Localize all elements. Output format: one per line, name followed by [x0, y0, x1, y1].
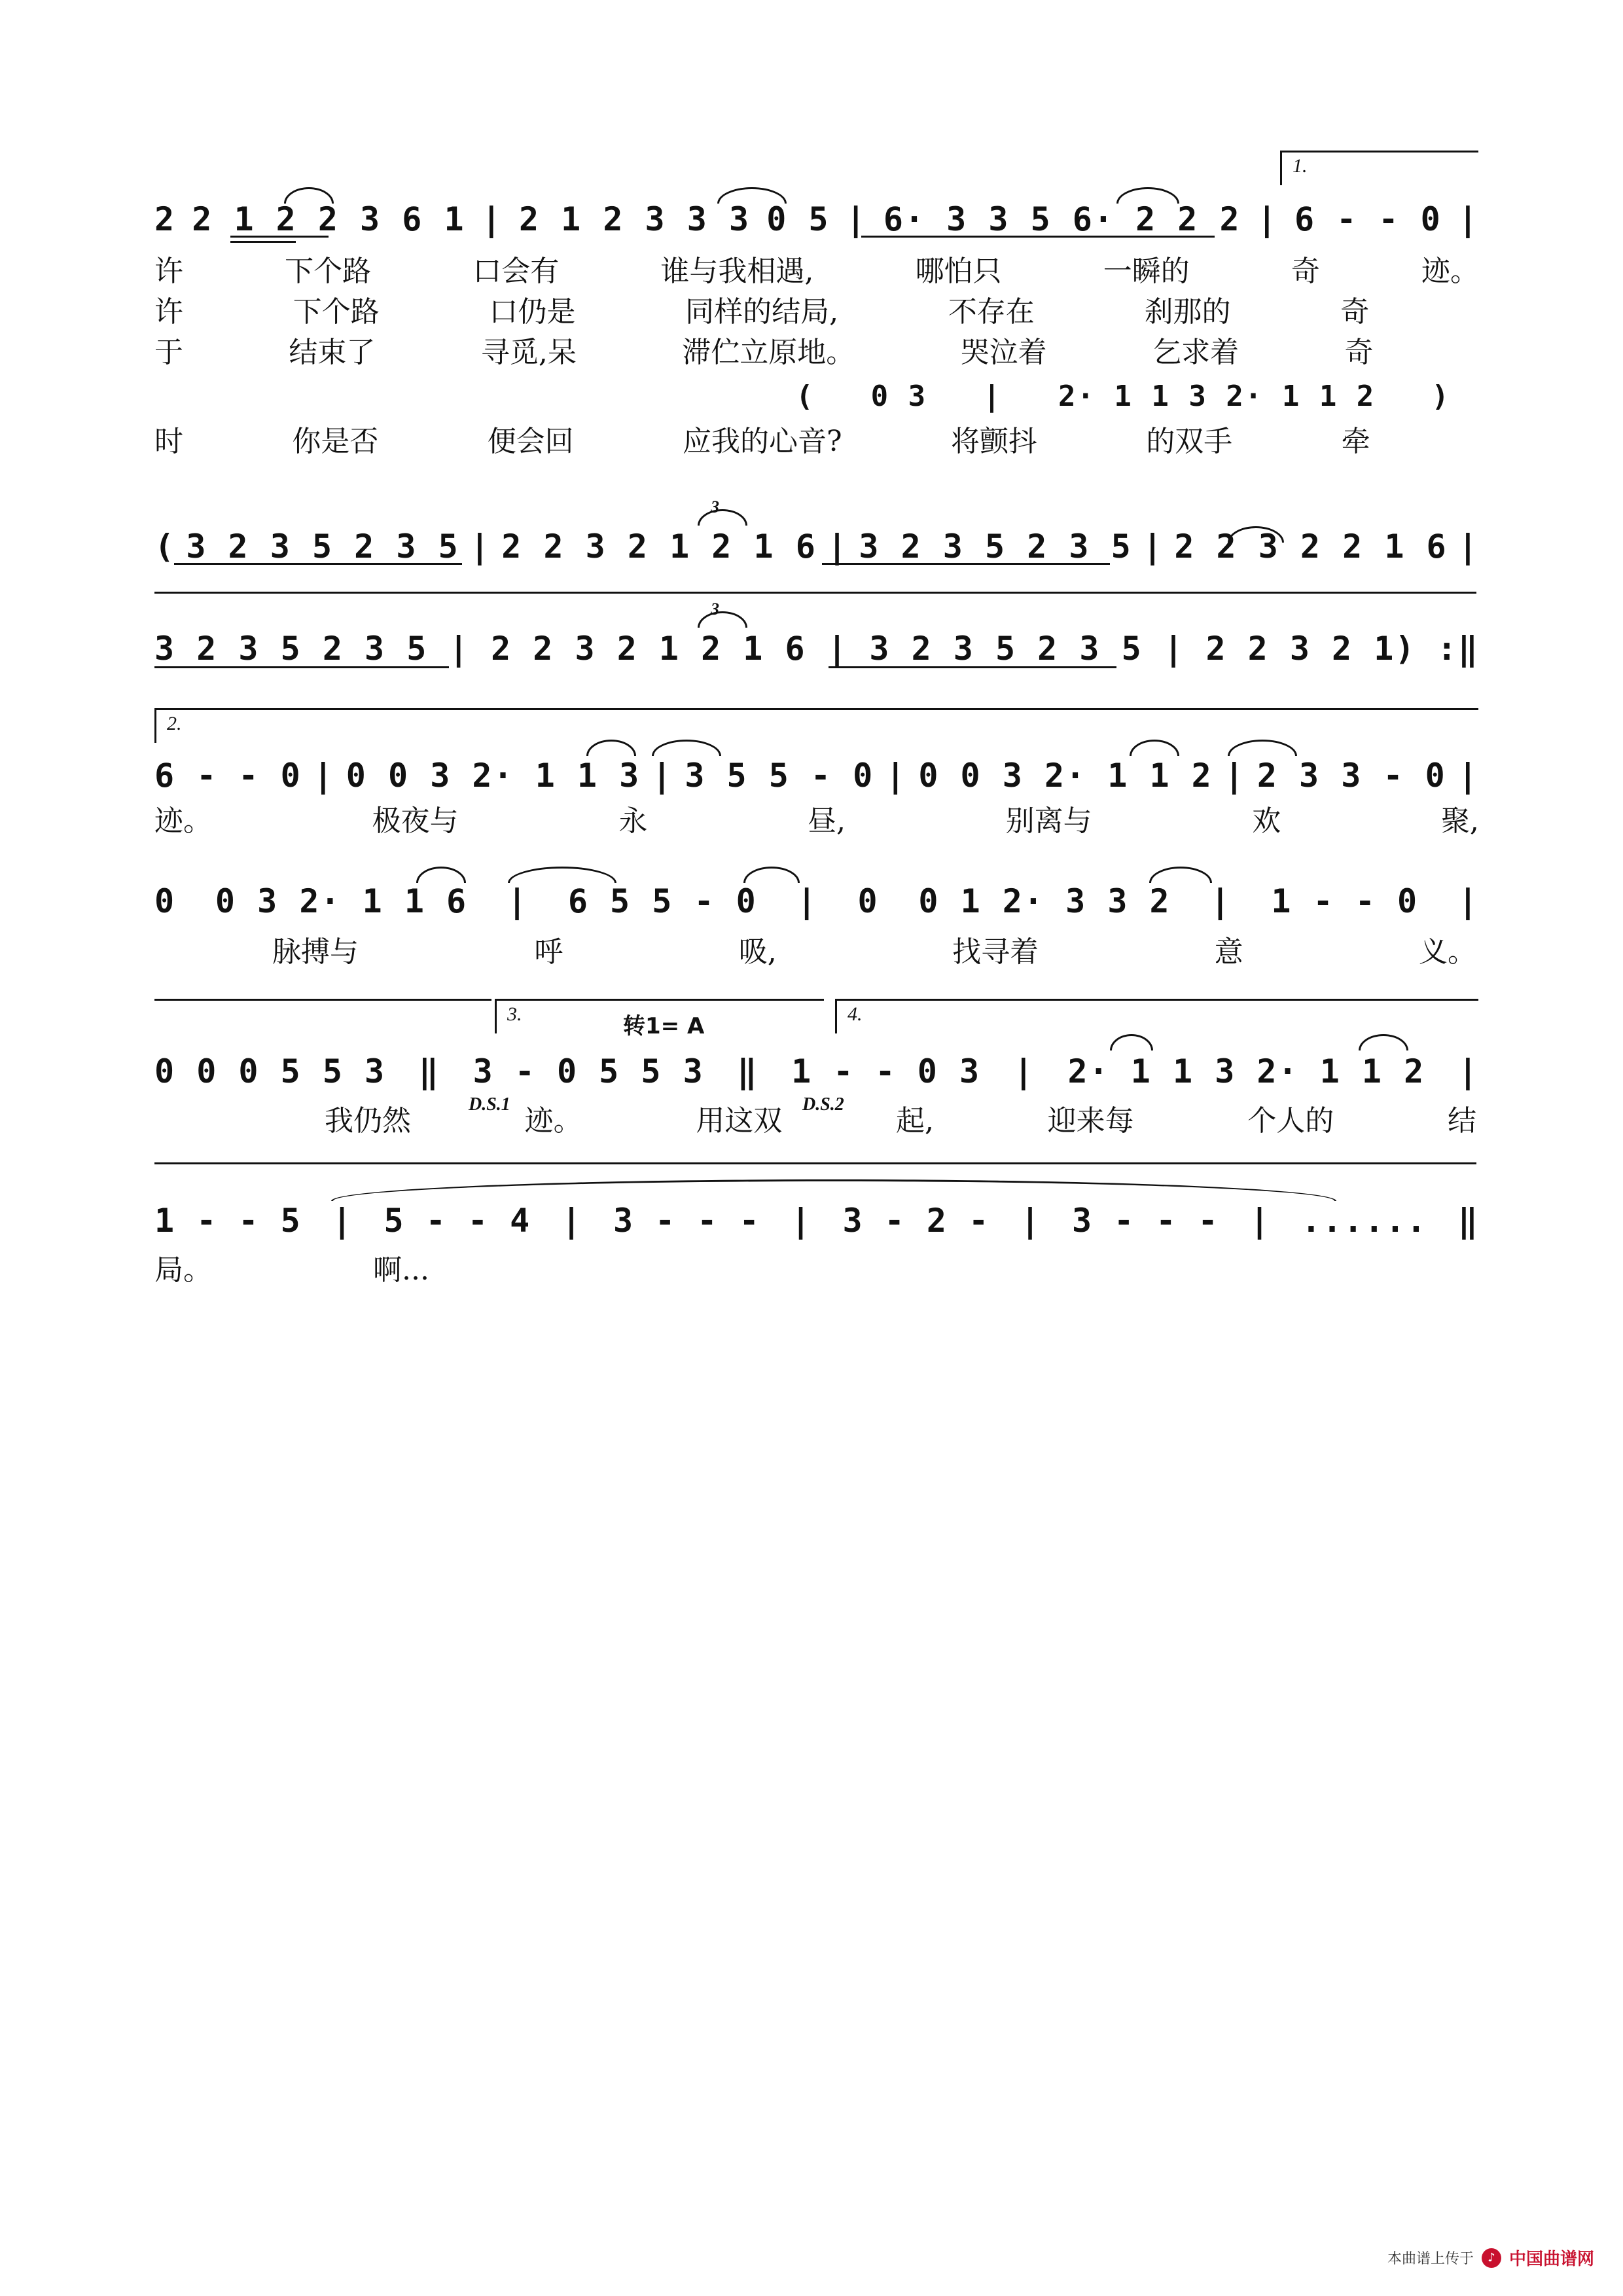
- lyric: 哪怕只: [915, 255, 1002, 288]
- note-group: 1 - - 5: [154, 1202, 302, 1240]
- lyric: 将颤抖: [950, 425, 1037, 458]
- barline: |: [652, 757, 673, 795]
- note-group: 0 0 3 2· 1 1 3: [346, 757, 641, 795]
- repeat-line: [154, 592, 1476, 594]
- lyric-line-3: [154, 330, 1479, 369]
- note-group: 6 - - 0: [154, 757, 302, 795]
- barline: |: [1210, 882, 1232, 920]
- lyric: 口会有: [473, 255, 560, 288]
- note-group: 2 2 3 2 1): [1205, 630, 1416, 668]
- barline: |: [507, 882, 529, 920]
- volta-label: 2.: [167, 713, 182, 734]
- barline: |: [562, 1202, 583, 1240]
- barline: |: [448, 630, 470, 668]
- lyric-line-1: [154, 249, 1479, 288]
- lyric: 刹那的: [1144, 295, 1231, 329]
- ds1-marking: D.S.1: [469, 1094, 510, 1115]
- note-group: 2 2 3 2 2 1 6: [1174, 528, 1448, 565]
- note-group: 2 1 2 2 3 6 1: [192, 200, 465, 238]
- ds2-marking: D.S.2: [802, 1094, 844, 1115]
- lyric: 极夜与: [372, 804, 459, 838]
- lyric: 同样的结局,: [685, 295, 839, 329]
- lyric: 下个路: [285, 255, 372, 288]
- note-group: 6 5 5 - 0: [567, 882, 757, 920]
- lyric: 牵: [1341, 425, 1370, 458]
- note-group: 3 - 0 5 5 3: [473, 1052, 704, 1090]
- note-group: 5 - - 4: [383, 1202, 531, 1240]
- note-group: 3 - - -: [1071, 1202, 1219, 1240]
- barline: |: [885, 757, 907, 795]
- watermark-site: 中国曲谱网: [1508, 2250, 1594, 2269]
- notation-line: [154, 626, 1479, 672]
- notation-line: [154, 196, 1479, 242]
- volta-bracket-4: [835, 999, 1478, 1033]
- barline: |: [469, 528, 491, 565]
- final-barline: ‖: [1457, 1202, 1479, 1240]
- note-group: 0 3 2· 1 1 6: [215, 882, 468, 920]
- note-group: 3 - 2 -: [842, 1202, 990, 1240]
- note-group: 0 0 3 2· 1 1 2: [918, 757, 1213, 795]
- system-1: [154, 151, 1479, 465]
- barline: |: [1457, 200, 1479, 238]
- barline: |: [846, 200, 867, 238]
- note-group: 2 2 3 2 1 2 1 6: [501, 528, 817, 565]
- lyric: 奇: [1344, 336, 1374, 369]
- lyric: 便会回: [487, 425, 574, 458]
- lyric: 乞求着: [1152, 336, 1240, 369]
- barline: |: [1457, 1052, 1479, 1090]
- watermark-text: 本曲谱上传于: [1387, 2251, 1474, 2267]
- site-logo-icon: ♪: [1482, 2248, 1501, 2268]
- barline: |: [313, 757, 334, 795]
- lyric: 奇: [1340, 295, 1370, 329]
- barline: |: [796, 882, 818, 920]
- system-6: [154, 988, 1479, 1138]
- barline: |: [983, 379, 1002, 413]
- barline: |: [1457, 528, 1479, 565]
- lyric: 迹。: [524, 1104, 582, 1138]
- note-group: 0 1 2· 3 3 2: [918, 882, 1171, 920]
- paren: ): [1431, 379, 1450, 413]
- double-barline: ‖: [418, 1052, 440, 1090]
- lyric: 时: [154, 425, 183, 458]
- note-group: 3 5 5 - 0: [685, 757, 874, 795]
- barline: |: [1457, 882, 1479, 920]
- lyric: 我仍然: [325, 1104, 411, 1138]
- barline: |: [827, 528, 849, 565]
- barline: |: [791, 1202, 812, 1240]
- lyric: 找寻着: [952, 935, 1039, 969]
- lyric: 吸,: [738, 935, 777, 969]
- lyric: 不存在: [948, 295, 1035, 329]
- note-group: 2 1 2 3 3 3: [518, 200, 751, 238]
- lyric: 的双手: [1146, 425, 1233, 458]
- lyric-line-4: [154, 419, 1479, 458]
- interlude-notation: [796, 373, 1450, 419]
- note-group: 2 2 3 2 1 2 1 6: [491, 630, 806, 668]
- note-group: 2 3 3 - 0: [1257, 757, 1446, 795]
- lyric: 滞伫立原地。: [682, 336, 855, 369]
- barline: |: [827, 630, 849, 668]
- lyric: 于: [154, 336, 183, 369]
- barline: |: [332, 1202, 353, 1240]
- system-5: [154, 857, 1479, 975]
- lyric: 脉搏与: [272, 935, 359, 969]
- lyric: 迹。: [154, 804, 212, 838]
- lyric: 个人的: [1247, 1104, 1334, 1138]
- barline: |: [481, 200, 503, 238]
- lyric: 结束了: [289, 336, 376, 369]
- barline: |: [1257, 200, 1278, 238]
- site-watermark: [1387, 2246, 1594, 2270]
- repeat-barline: :‖: [1436, 630, 1479, 668]
- lyric: 许: [154, 295, 183, 329]
- tuplet-mark: 3: [711, 497, 719, 516]
- lyric-line-2: [154, 289, 1479, 329]
- lyric: 聚,: [1440, 804, 1479, 838]
- top-line: [154, 1162, 1476, 1164]
- note-group: 6 - - 0: [1294, 200, 1442, 238]
- continuation: ......: [1301, 1202, 1428, 1240]
- lyric: 应我的心音?: [683, 425, 842, 458]
- note-group: 6· 3 3 5 6· 2 2 2: [883, 200, 1241, 238]
- note-group: 0: [154, 882, 176, 920]
- lyric: 用这双: [696, 1104, 783, 1138]
- note-group: 2· 1 1 3 2· 1 1 2: [1067, 1052, 1425, 1090]
- paren: (: [796, 379, 815, 413]
- barline: |: [1013, 1052, 1035, 1090]
- barline: |: [1142, 528, 1164, 565]
- note-group: 1 - - 0 3: [791, 1052, 981, 1090]
- lyric: 你是否: [292, 425, 379, 458]
- lyric: 奇: [1291, 255, 1320, 288]
- note-group: 3 2 3 5 2 3 5: [869, 630, 1143, 668]
- note-group: 0 5: [766, 200, 830, 238]
- lyric: 一瞬的: [1103, 255, 1190, 288]
- notation-line: [154, 753, 1479, 798]
- note-group: 3 - - -: [613, 1202, 760, 1240]
- paren: (: [154, 528, 176, 565]
- note-group: 2· 1 1 3 2· 1 1 2: [1058, 379, 1376, 413]
- lyric: 结: [1447, 1104, 1476, 1138]
- lyric: 下个路: [293, 295, 380, 329]
- note-group: 3 2 3 5 2 3 5: [186, 528, 459, 565]
- lyric: 欢: [1252, 804, 1281, 838]
- double-barline: ‖: [737, 1052, 758, 1090]
- notation-line: [154, 878, 1479, 924]
- notation-line: [154, 1198, 1479, 1244]
- note-group: 1 - - 0: [1271, 882, 1419, 920]
- system-2: [154, 497, 1479, 569]
- volta-label: 4.: [847, 1003, 863, 1025]
- note-group: 2: [154, 200, 176, 238]
- lyric-line: [325, 1098, 1476, 1138]
- lyric: 意: [1214, 935, 1243, 969]
- volta-bracket-1: [1280, 151, 1478, 185]
- lyric-line: [154, 798, 1479, 838]
- lyric: 许: [154, 255, 183, 288]
- lyric: 义。: [1418, 935, 1476, 969]
- lyric: 寻觅,呆: [480, 336, 577, 369]
- top-line: [154, 999, 491, 1001]
- barline: |: [1457, 757, 1479, 795]
- note-group: 0 0 0 5 5 3: [154, 1052, 386, 1090]
- system-3: [154, 576, 1479, 681]
- volta-bracket-2: [154, 708, 1478, 743]
- lyric-line: [154, 1247, 429, 1287]
- volta-label: 1.: [1293, 155, 1308, 177]
- barline: |: [1224, 757, 1245, 795]
- note-group: 3 2 3 5 2 3 5: [859, 528, 1132, 565]
- lyric-line: [272, 929, 1476, 969]
- barline: |: [1164, 630, 1185, 668]
- lyric: 哭泣着: [960, 336, 1047, 369]
- system-7: [154, 1152, 1479, 1287]
- lyric: 谁与我相遇,: [660, 255, 814, 288]
- system-4: [154, 700, 1479, 838]
- lyric: 迹。: [1421, 255, 1479, 288]
- tuplet-mark: 3: [711, 600, 719, 619]
- volta-label: 3.: [507, 1003, 522, 1025]
- key-change: 转1= A: [623, 1013, 705, 1039]
- note-group: 0: [857, 882, 879, 920]
- lyric: 永: [618, 804, 648, 838]
- lyric: 局。: [154, 1253, 212, 1287]
- note-group: 0 3: [870, 379, 927, 413]
- note-group: 3 2 3 5 2 3 5: [154, 630, 428, 668]
- notation-line: [154, 1049, 1479, 1094]
- lyric: 呼: [534, 935, 563, 969]
- lyric: 昼,: [807, 804, 846, 838]
- barline: |: [1249, 1202, 1271, 1240]
- lyric: 口仍是: [489, 295, 576, 329]
- lyric: 迎来每: [1047, 1104, 1134, 1138]
- lyric: 别离与: [1005, 804, 1092, 838]
- barline: |: [1020, 1202, 1042, 1240]
- lyric: 起,: [895, 1104, 934, 1138]
- lyric: 啊...: [373, 1253, 429, 1287]
